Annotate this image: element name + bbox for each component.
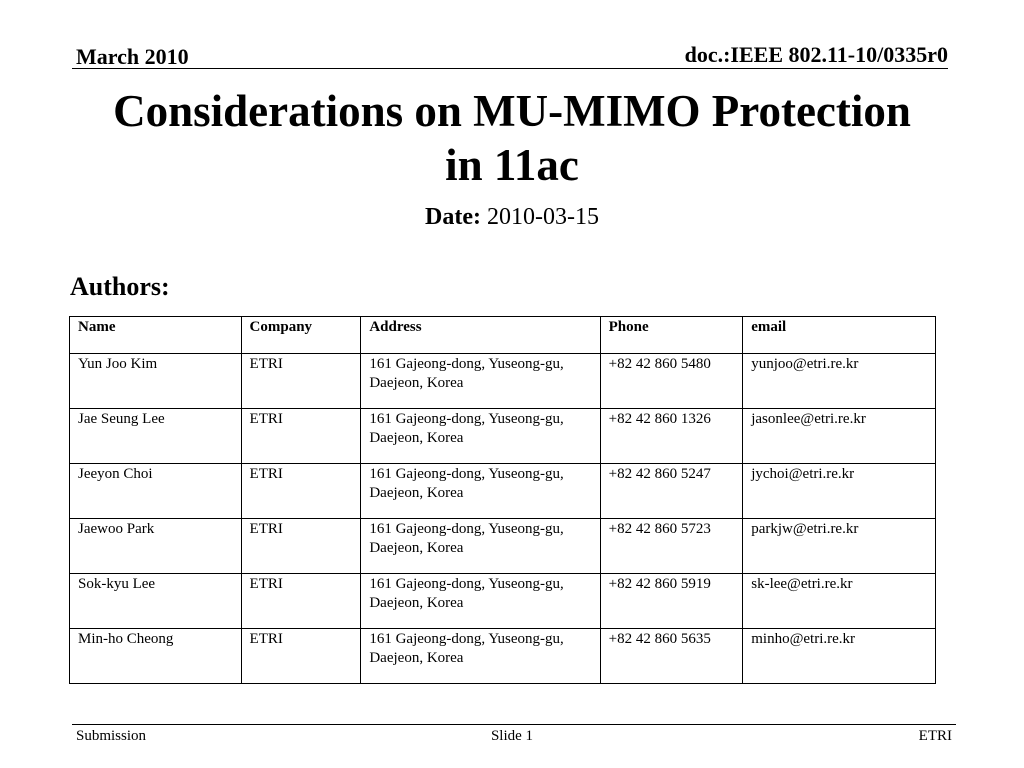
cell-phone: +82 42 860 1326 xyxy=(600,409,743,464)
column-header-email: email xyxy=(743,317,936,354)
authors-table xyxy=(69,316,936,684)
header-divider xyxy=(72,68,948,69)
authors-heading: Authors: xyxy=(70,272,170,301)
cell-name: Sok-kyu Lee xyxy=(70,574,242,629)
column-header-company: Company xyxy=(241,317,361,354)
cell-company: ETRI xyxy=(241,464,361,519)
cell-phone: +82 42 860 5723 xyxy=(600,519,743,574)
cell-address: 161 Gajeong-dong, Yuseong-gu, Daejeon, Korea xyxy=(361,574,600,629)
column-header-address: Address xyxy=(361,317,600,354)
cell-phone: +82 42 860 5480 xyxy=(600,354,743,409)
cell-phone: +82 42 860 5635 xyxy=(600,629,743,684)
title-line-1: Considerations on MU-MIMO Protection xyxy=(113,86,911,136)
cell-address: 161 Gajeong-dong, Yuseong-gu, Daejeon, Korea xyxy=(361,409,600,464)
document-id: doc.:IEEE 802.11-10/0335r0 xyxy=(684,42,948,67)
cell-company: ETRI xyxy=(241,354,361,409)
footer-organization: ETRI xyxy=(918,728,952,744)
title-line-2: in 11ac xyxy=(445,140,579,190)
cell-email: jasonlee@etri.re.kr xyxy=(743,409,936,464)
cell-company: ETRI xyxy=(241,574,361,629)
slide-title xyxy=(60,84,964,192)
cell-phone: +82 42 860 5919 xyxy=(600,574,743,629)
cell-email: minho@etri.re.kr xyxy=(743,629,936,684)
cell-address: 161 Gajeong-dong, Yuseong-gu, Daejeon, Korea xyxy=(361,629,600,684)
footer-divider xyxy=(72,724,956,725)
cell-email: jychoi@etri.re.kr xyxy=(743,464,936,519)
cell-address: 161 Gajeong-dong, Yuseong-gu, Daejeon, Korea xyxy=(361,354,600,409)
date-value: 2010-03-15 xyxy=(486,204,599,230)
table-row xyxy=(70,354,936,409)
table-header-row xyxy=(70,317,936,354)
cell-phone: +82 42 860 5247 xyxy=(600,464,743,519)
table-row xyxy=(70,464,936,519)
cell-address: 161 Gajeong-dong, Yuseong-gu, Daejeon, Korea xyxy=(361,464,600,519)
cell-company: ETRI xyxy=(241,409,361,464)
cell-name: Yun Joo Kim xyxy=(70,354,242,409)
table-row xyxy=(70,519,936,574)
cell-name: Jae Seung Lee xyxy=(70,409,242,464)
header-date: March 2010 xyxy=(76,44,189,69)
cell-name: Jeeyon Choi xyxy=(70,464,242,519)
cell-email: yunjoo@etri.re.kr xyxy=(743,354,936,409)
table-row xyxy=(70,574,936,629)
table-row xyxy=(70,629,936,684)
cell-email: parkjw@etri.re.kr xyxy=(743,519,936,574)
cell-address: 161 Gajeong-dong, Yuseong-gu, Daejeon, Korea xyxy=(361,519,600,574)
cell-name: Min-ho Cheong xyxy=(70,629,242,684)
date-line xyxy=(0,204,1024,231)
slide-number: Slide 1 xyxy=(490,728,534,744)
column-header-name: Name xyxy=(70,317,242,354)
table-row xyxy=(70,409,936,464)
cell-name: Jaewoo Park xyxy=(70,519,242,574)
cell-email: sk-lee@etri.re.kr xyxy=(743,574,936,629)
cell-company: ETRI xyxy=(241,629,361,684)
cell-company: ETRI xyxy=(241,519,361,574)
date-label: Date: xyxy=(425,204,481,230)
footer-submission: Submission xyxy=(76,728,147,744)
column-header-phone: Phone xyxy=(600,317,743,354)
